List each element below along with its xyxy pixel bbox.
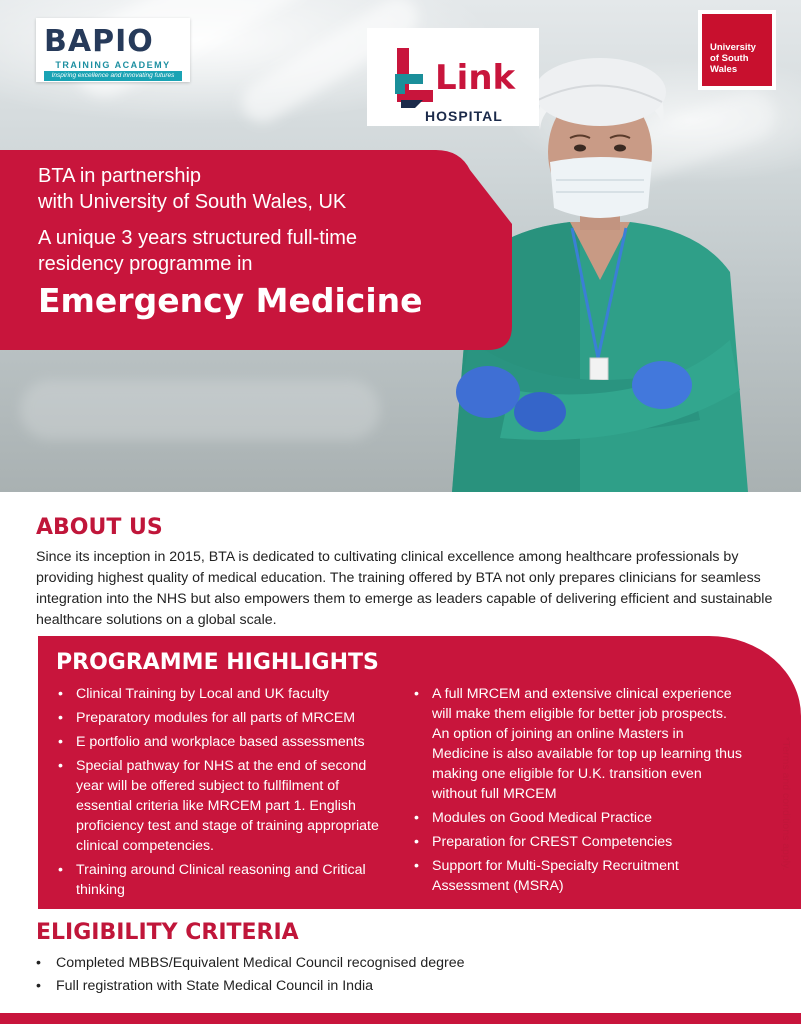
list-item: • Training around Clinical reasoning and Critical thinking: [56, 860, 386, 900]
hero-section: [0, 0, 801, 492]
link-hospital-word: Link: [435, 58, 516, 98]
bottom-bar: [0, 1013, 801, 1024]
list-item: • Preparatory modules for all parts of MRCEM: [56, 708, 386, 728]
terms-note: [766, 737, 792, 908]
bapio-logo-name: BAPIO: [44, 24, 154, 59]
list-item: • Support for Multi-Specialty Recruitment Assessment (MSRA): [412, 856, 742, 896]
list-item: • Full registration with State Medical Council in India: [36, 975, 465, 998]
usw-logo-box: [702, 14, 772, 86]
usw-logo-line2: of South: [710, 53, 749, 64]
bapio-logo-tagline: Inspiring excellence and innovating futures: [44, 71, 182, 81]
list-item: • Special pathway for NHS at the end of second year will be offered subject to fullfilment of essential criteria like MRCEM part 1. English proficiency test and stage of training appropriate clinical competencies.: [56, 756, 386, 856]
banner-partnership-line: BTA in partnership: [38, 165, 202, 187]
eligibility-title: ELIGIBILITY CRITERIA: [36, 920, 299, 945]
usw-logo: [698, 10, 776, 90]
eligibility-list: [36, 952, 465, 998]
highlights-title: PROGRAMME HIGHLIGHTS: [56, 650, 379, 675]
banner-residency-line: residency programme in: [38, 253, 253, 275]
about-title: ABOUT US: [36, 515, 163, 540]
usw-logo-line3: Wales: [710, 64, 738, 75]
about-body: Since its inception in 2015, BTA is dedicated to cultivating clinical excellence among healthcare professionals by providing highest quality of medical education. The training offered by BTA not only prepares clinicians for seamless integration into the NHS but also empowers them to emerge as leaders capable of delivering efficient and sustainable healthcare solutions on a global scale.: [36, 549, 773, 628]
banner-programme-line: A unique 3 years structured full-time: [38, 227, 358, 249]
highlights-left-list: [56, 684, 386, 904]
link-hospital-logo: [367, 28, 539, 126]
list-item: • A full MRCEM and extensive clinical experience will make them eligible for better job prospects. An option of joining an online Masters in Medicine is also available for top up learning thus making one eligible for U.K. transition even without full MRCEM: [412, 684, 742, 804]
banner-title: Emergency Medicine: [38, 281, 423, 320]
list-item: • E portfolio and workplace based assessments: [56, 732, 386, 752]
link-hospital-mark-icon: [393, 44, 437, 108]
list-item: • Modules on Good Medical Practice: [412, 808, 742, 828]
link-hospital-sub: HOSPITAL: [425, 108, 503, 124]
list-item: • Clinical Training by Local and UK faculty: [56, 684, 386, 704]
list-item: • Preparation for CREST Competencies: [412, 832, 742, 852]
terms-text: *Terms and conditions apply.: [780, 737, 792, 871]
banner-partner-name: with University of South Wales, UK: [38, 191, 347, 213]
bapio-logo: [36, 18, 190, 82]
banner-text: [38, 163, 423, 323]
usw-logo-line1: University: [710, 42, 756, 53]
highlights-right-list: [412, 684, 742, 900]
bapio-logo-subtitle: TRAINING ACADEMY: [55, 60, 171, 70]
list-item: • Completed MBBS/Equivalent Medical Council recognised degree: [36, 952, 465, 975]
